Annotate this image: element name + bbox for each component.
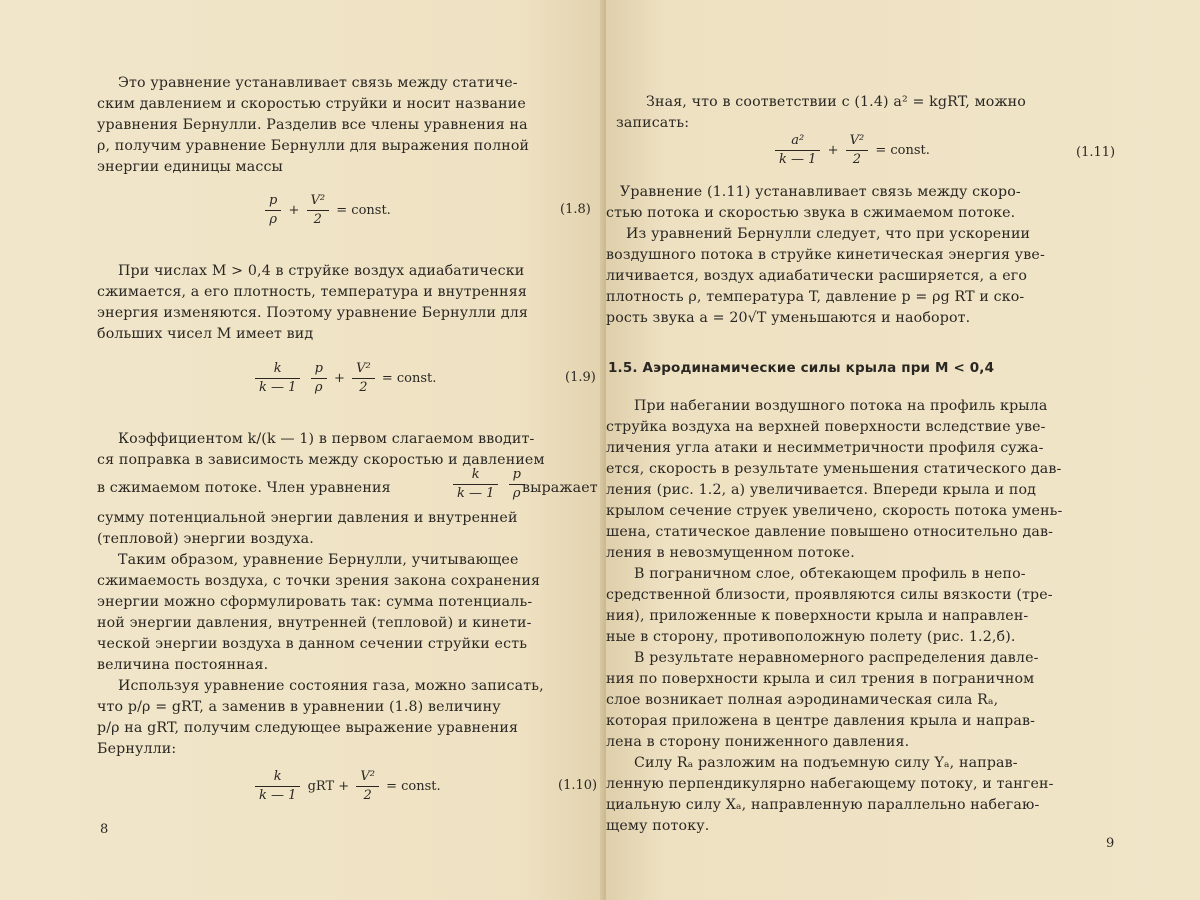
- eq-rhs: = const.: [336, 203, 391, 218]
- eq-rhs: = const.: [386, 779, 441, 794]
- text-line: величина постоянная.: [97, 657, 269, 673]
- text-line: которая приложена в центре давления крыла и направ-: [606, 713, 1036, 729]
- text-line: щему потоку.: [606, 818, 710, 834]
- text-line: энергия изменяются. Поэтому уравнение Бернулли для: [97, 305, 528, 321]
- text-line: стью потока и скоростью звука в сжимаемом потоке.: [606, 205, 1016, 221]
- section-heading: 1.5. Аэродинамические силы крыла при M < 0,4: [608, 360, 995, 376]
- text-line: средственной близости, проявляются силы вязкости (тре-: [606, 587, 1053, 603]
- text-line: Бернулли:: [97, 741, 177, 757]
- eq-denominator: 2: [363, 788, 372, 803]
- inline-term: [450, 466, 528, 503]
- text-line: энергии единицы массы: [97, 159, 283, 175]
- text-line: записать:: [616, 115, 690, 131]
- equation-1-11: [772, 132, 930, 169]
- text-line: энергии можно сформулировать так: сумма потенциаль-: [97, 594, 533, 610]
- eq-denominator: ρ: [512, 486, 521, 501]
- text-line: ческой энергии воздуха в данном сечении струйки есть: [97, 636, 528, 652]
- text-line: Это уравнение устанавливает связь между статиче-: [118, 75, 518, 91]
- text-line: ется, скорость в результате уменьшения статического дав-: [606, 461, 1062, 477]
- text-line: Зная, что в соответствии с (1.4) a² = kgRT, можно: [646, 94, 1026, 110]
- page-number: 9: [1106, 836, 1115, 851]
- text-line: Силу Rₐ разложим на подъемную силу Yₐ, направ-: [634, 755, 1018, 771]
- text-line: ления (рис. 1.2, a) увеличивается. Впереди крыла и под: [606, 482, 1037, 498]
- text-line: струйка воздуха на верхней поверхности вследствие уве-: [606, 419, 1046, 435]
- eq-operator: +: [288, 203, 300, 218]
- equation-1-9: [252, 360, 436, 397]
- eq-operator: +: [827, 143, 839, 158]
- text-line: ной энергии давления, внутренней (тепловой) и кинети-: [97, 615, 532, 631]
- text-line: ления в невозмущенном потоке.: [606, 545, 855, 561]
- equation-number: (1.9): [565, 370, 596, 385]
- text-line: ским давлением и скоростью струйки и носит название: [97, 96, 526, 112]
- eq-denominator: k — 1: [259, 788, 297, 803]
- equation-number: (1.11): [1076, 145, 1116, 160]
- equation-1-8: [262, 192, 391, 229]
- text-line: Из уравнений Бернулли следует, что при ускорении: [626, 226, 1031, 242]
- eq-rhs: = const.: [875, 143, 930, 158]
- eq-numerator: k: [255, 360, 300, 379]
- eq-numerator: a²: [775, 132, 820, 151]
- text-line: ся поправка в зависимость между скоростью и давлением: [97, 452, 545, 468]
- eq-numerator: p: [509, 466, 525, 485]
- eq-denominator: k — 1: [259, 380, 297, 395]
- text-line: При числах M > 0,4 в струйке воздух адиабатически: [118, 263, 525, 279]
- text-line: личивается, воздух адиабатически расширяется, а его: [606, 268, 1028, 284]
- text-line: ния по поверхности крыла и сил трения в пограничном: [606, 671, 1035, 687]
- text-line: лена в сторону пониженного давления.: [606, 734, 910, 750]
- eq-numerator: p: [311, 360, 327, 379]
- text-line: Используя уравнение состояния газа, можно записать,: [118, 678, 544, 694]
- equation-1-10: [252, 768, 441, 805]
- text-line: сжимается, а его плотность, температура и внутренняя: [97, 284, 527, 300]
- right-page: [606, 0, 1200, 900]
- equation-number: (1.10): [558, 778, 598, 793]
- text-line: сжимаемость воздуха, с точки зрения закона сохранения: [97, 573, 541, 589]
- eq-numerator: V²: [846, 132, 869, 151]
- text-line: циальную силу Xₐ, направленную параллельно набегаю-: [606, 797, 1040, 813]
- eq-denominator: ρ: [314, 380, 323, 395]
- equation-number: (1.8): [560, 202, 591, 217]
- text-line: шена, статическое давление повышено относительно дав-: [606, 524, 1054, 540]
- eq-denominator: k — 1: [779, 152, 817, 167]
- text-line: рость звука a = 20√T уменьшаются и наоборот.: [606, 310, 971, 326]
- text-line: слое возникает полная аэродинамическая сила Rₐ,: [606, 692, 999, 708]
- eq-operator: +: [334, 371, 345, 386]
- text-line: сумму потенциальной энергии давления и внутренней: [97, 510, 518, 526]
- text-line: воздушного потока в струйке кинетическая энергия уве-: [606, 247, 1045, 263]
- eq-numerator: V²: [356, 768, 379, 787]
- eq-denominator: ρ: [269, 212, 277, 227]
- eq-denominator: 2: [359, 380, 368, 395]
- text-line: В результате неравномерного распределения давле-: [634, 650, 1039, 666]
- text-line: уравнения Бернулли. Разделив все члены уравнения на: [97, 117, 528, 133]
- page-number: 8: [100, 822, 109, 837]
- text-line: выражает: [522, 480, 598, 496]
- text-line: В пограничном слое, обтекающем профиль в непо-: [634, 566, 1026, 582]
- text-line: плотность ρ, температура T, давление p = ρg RT и ско-: [606, 289, 1025, 305]
- eq-numerator: k: [453, 466, 498, 485]
- text-line: Таким образом, уравнение Бернулли, учитывающее: [118, 552, 519, 568]
- text-line: Уравнение (1.11) устанавливает связь между скоро-: [620, 184, 1021, 200]
- text-line: крылом сечение струек увеличено, скорость потока умень-: [606, 503, 1063, 519]
- eq-term: gRT: [307, 779, 335, 794]
- eq-rhs: = const.: [381, 371, 437, 386]
- eq-denominator: 2: [852, 152, 862, 167]
- eq-numerator: k: [255, 768, 300, 787]
- text-line: ния), приложенные к поверхности крыла и направлен-: [606, 608, 1029, 624]
- text-line: личения угла атаки и несимметричности профиля сужа-: [606, 440, 1044, 456]
- text-line: (тепловой) энергии воздуха.: [97, 531, 314, 547]
- eq-operator: +: [338, 779, 350, 794]
- text-line: ные в сторону, противоположную полету (рис. 1.2,б).: [606, 629, 1016, 645]
- text-line: больших чисел M имеет вид: [97, 326, 314, 342]
- eq-denominator: k — 1: [457, 486, 495, 501]
- eq-denominator: 2: [313, 212, 322, 227]
- eq-numerator: V²: [307, 192, 330, 211]
- text-line: ленную перпендикулярно набегающему потоку, и танген-: [606, 776, 1054, 792]
- text-line: При набегании воздушного потока на профиль крыла: [634, 398, 1048, 414]
- text-line: в сжимаемом потоке. Член уравнения: [97, 480, 391, 496]
- text-line: что p/ρ = gRT, а заменив в уравнении (1.8) величину: [97, 699, 501, 715]
- eq-numerator: p: [265, 192, 281, 211]
- eq-numerator: V²: [352, 360, 375, 379]
- text-line: p/ρ на gRT, получим следующее выражение уравнения: [97, 720, 519, 736]
- text-line: ρ, получим уравнение Бернулли для выражения полной: [97, 138, 530, 154]
- text-line: Коэффициентом k/(k — 1) в первом слагаемом вводит-: [118, 431, 535, 447]
